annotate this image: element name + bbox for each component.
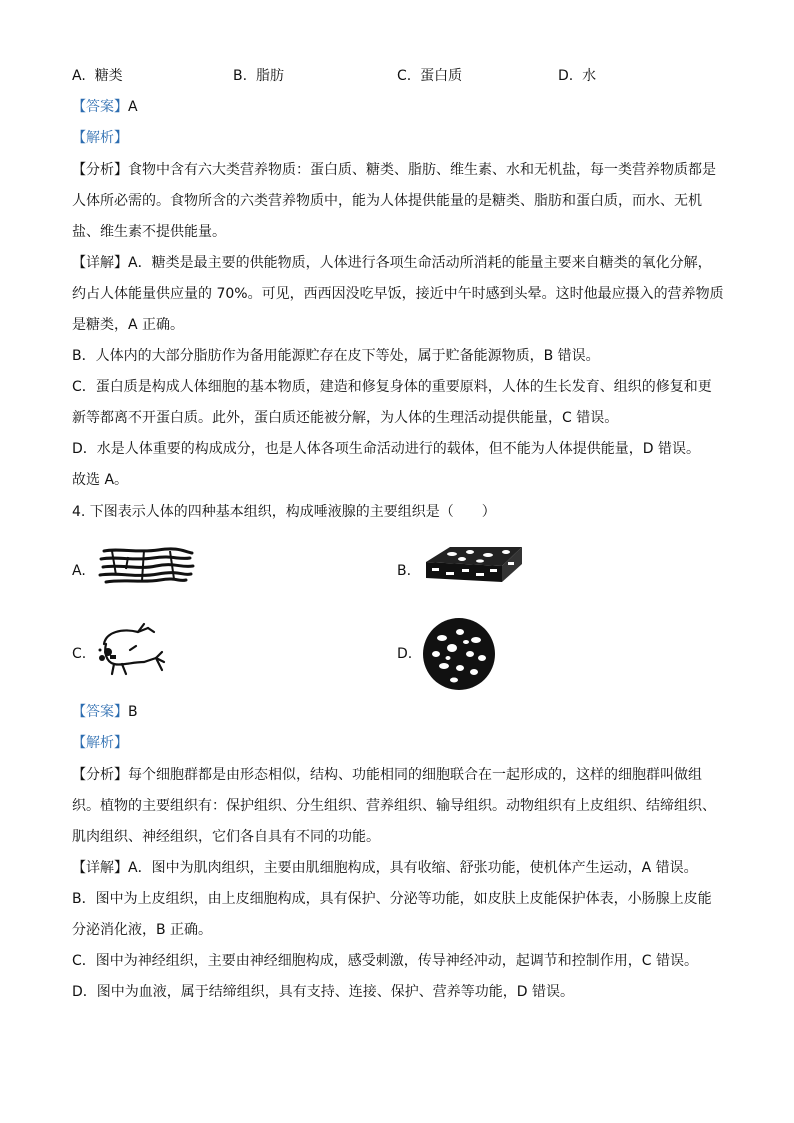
fenxi-line (72, 160, 722, 180)
xiangjie-tag: 【详解】 (72, 860, 128, 876)
xiangjie-line: 故选 A。 (72, 472, 129, 488)
option-letter: B. (233, 68, 248, 84)
blood-figure (420, 616, 498, 692)
xiangjie-line (72, 253, 722, 273)
xiangjie-line: C．蛋白质是构成人体细胞的基本物质，建造和修复身体的重要原料，人体的生长发育、组织的修复和更 (72, 379, 712, 395)
fenxi-line (72, 765, 722, 785)
option-b (233, 66, 284, 86)
nerve-tissue-figure (92, 622, 172, 678)
option-d (558, 66, 596, 86)
fenxi-line: 织。植物的主要组织有：保护组织、分生组织、营养组织、输导组织。动物组织有上皮组织、结缔组织、 (72, 798, 716, 814)
xiangjie-line: 是糖类，A 正确。 (72, 317, 185, 333)
xiangjie-tag: 【详解】 (72, 255, 128, 271)
figure-label-a: A. (72, 563, 86, 579)
xiangjie-line: 分泌消化液，B 正确。 (72, 922, 213, 938)
option-text: 水 (582, 68, 597, 84)
muscle-tissue-figure (98, 545, 196, 585)
option-text: 脂肪 (255, 68, 284, 84)
epithelial-tissue-figure (422, 544, 526, 586)
figure-label-c: C. (72, 646, 87, 662)
option-letter: A. (72, 68, 86, 84)
xiangjie-line: B．人体内的大部分脂肪作为备用能源贮存在皮下等处，属于贮备能源物质，B 错误。 (72, 348, 600, 364)
figure-label-d: D. (397, 646, 413, 662)
xiangjie-line: 新等都离不开蛋白质。此外，蛋白质还能被分解，为人体的生理活动提供能量，C 错误。 (72, 410, 619, 426)
xiangjie-line (72, 858, 722, 878)
text: 食物中含有六大类营养物质：蛋白质、糖类、脂肪、维生素、水和无机盐，每一类营养物质都是 (128, 162, 716, 178)
answer-line (72, 97, 722, 117)
option-c (397, 66, 462, 86)
analysis-heading (72, 128, 722, 148)
answer-tag: 【答案】 (72, 704, 128, 720)
fenxi-line: 人体所必需的。食物所含的六类营养物质中，能为人体提供能量的是糖类、脂肪和蛋白质，而水、无机 (72, 193, 702, 209)
figure-label-b: B. (397, 563, 412, 579)
xiangjie-line: 约占人体能量供应量的 70%。可见，西西因没吃早饭，接近中午时感到头晕。这时他最应摄入的营养物质 (72, 286, 724, 302)
text: 每个细胞群都是由形态相似，结构、功能相同的细胞联合在一起形成的，这样的细胞群叫做组 (128, 767, 702, 783)
xiangjie-line: B．图中为上皮组织，由上皮细胞构成，具有保护、分泌等功能，如皮肤上皮能保护体表，小肠腺上皮能 (72, 891, 712, 907)
analysis-tag: 【解析】 (72, 735, 128, 751)
answer-value: A (128, 99, 138, 115)
fenxi-tag: 【分析】 (72, 162, 128, 178)
answer-tag: 【答案】 (72, 99, 128, 115)
answer-value: B (128, 704, 138, 720)
option-a (72, 66, 123, 86)
fenxi-line: 肌肉组织、神经组织，它们各自具有不同的功能。 (72, 829, 380, 845)
option-text: 蛋白质 (420, 68, 463, 84)
xiangjie-line: C．图中为神经组织，主要由神经细胞构成，感受刺激，传导神经冲动，起调节和控制作用，C 错误。 (72, 953, 698, 969)
xiangjie-line: D．水是人体重要的构成成分，也是人体各项生命活动进行的载体，但不能为人体提供能量，D 错误。 (72, 441, 701, 457)
option-letter: D. (558, 68, 574, 84)
option-letter: C. (397, 68, 412, 84)
analysis-tag: 【解析】 (72, 130, 128, 146)
analysis-heading (72, 733, 722, 753)
option-text: 糖类 (94, 68, 123, 84)
xiangjie-line: D．图中为血液，属于结缔组织，具有支持、连接、保护、营养等功能，D 错误。 (72, 984, 575, 1000)
fenxi-tag: 【分析】 (72, 767, 128, 783)
fenxi-line: 盐、维生素不提供能量。 (72, 224, 226, 240)
text: A．糖类是最主要的供能物质，人体进行各项生命活动所消耗的能量主要来自糖类的氧化分解， (128, 255, 712, 271)
question-stem: 4. 下图表示人体的四种基本组织，构成唾液腺的主要组织是（ ） (72, 504, 496, 520)
answer-line (72, 702, 722, 722)
text: A．图中为肌肉组织，主要由肌细胞构成，具有收缩、舒张功能，使机体产生运动，A 错误。 (128, 860, 698, 876)
